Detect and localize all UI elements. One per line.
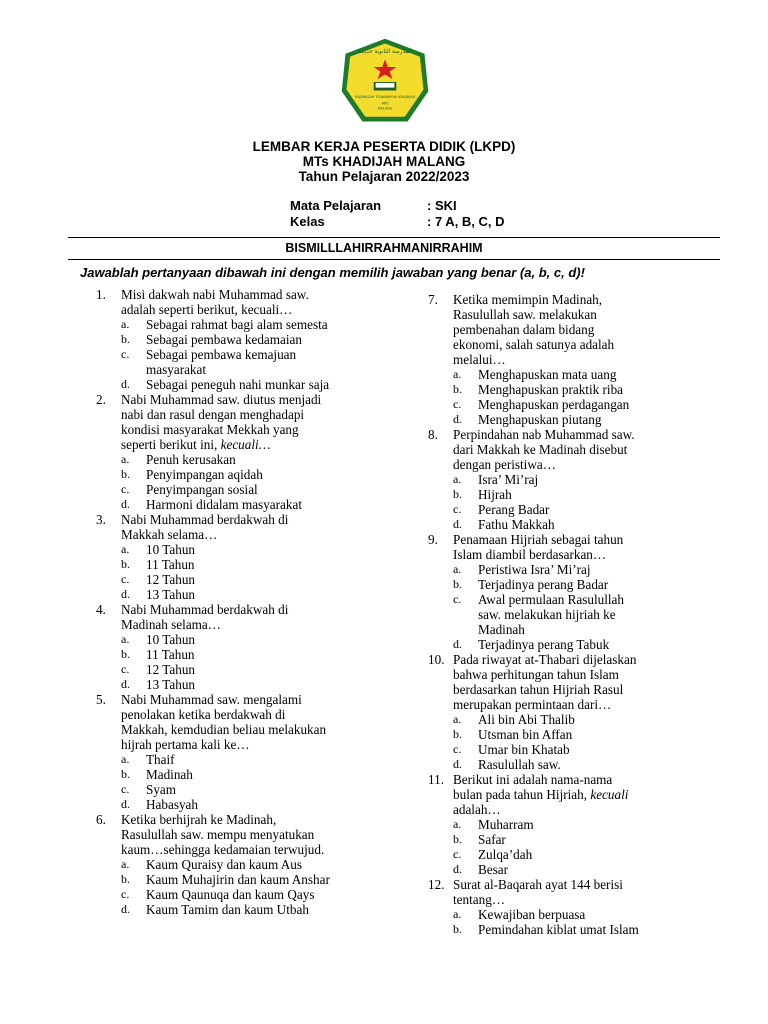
- question-text-line: Pada riwayat at-Thabari dijelaskan: [453, 652, 637, 667]
- question-text-line: Makkah selama…: [121, 527, 218, 542]
- option-text: Hijrah: [478, 487, 512, 502]
- academic-year: Tahun Pelajaran 2022/2023: [298, 169, 470, 184]
- option-letter: b.: [453, 382, 462, 396]
- option-text: Ali bin Abi Thalib: [478, 712, 575, 727]
- option-text: Terjadinya perang Tabuk: [478, 637, 610, 652]
- question-text-plain: seperti berikut ini,: [121, 437, 221, 452]
- option-letter: c.: [453, 592, 462, 606]
- question: [96, 812, 396, 917]
- option-text: 11 Tahun: [146, 647, 195, 662]
- option-letter: d.: [453, 757, 462, 771]
- question-text-line: Islam diambil berdasarkan…: [453, 547, 607, 562]
- option-letter: b.: [121, 557, 130, 571]
- answer-option: [453, 502, 728, 517]
- option-letter: b.: [121, 872, 130, 886]
- question-text-line: Nabi Muhammad berdakwah di: [121, 602, 289, 617]
- option-letter: d.: [453, 637, 462, 651]
- logo-city-text: MALANG: [377, 106, 393, 111]
- option-text: Kaum Qaunuqa dan kaum Qays: [146, 887, 315, 902]
- logo-top-text: المدرسة الثانوية خديجة: [358, 48, 412, 55]
- question-number: 9.: [428, 532, 438, 547]
- option-text: Penuh kerusakan: [146, 452, 236, 467]
- question: [96, 512, 396, 602]
- answer-option: [453, 577, 728, 592]
- answer-option: [453, 412, 728, 427]
- answer-option: [121, 332, 396, 347]
- subject-label: Mata Pelajaran: [290, 198, 382, 213]
- question-text-emphasis: kecuali: [590, 787, 629, 802]
- option-text: Kaum Quraisy dan kaum Aus: [146, 857, 303, 872]
- question-text-line: Makkah, kemdudian beliau melakukan: [121, 722, 327, 737]
- option-text: Penyimpangan aqidah: [146, 467, 263, 482]
- bismillah-heading: BISMILLLAHIRRAHMANIRRAHIM: [285, 241, 483, 255]
- option-text: Utsman bin Affan: [478, 727, 573, 742]
- question-text-line: dari Makkah ke Madinah disebut: [453, 442, 628, 457]
- answer-option: [121, 542, 396, 557]
- question-text-line: Nabi Muhammad saw. mengalami: [121, 692, 302, 707]
- question-text-line: Rasulullah saw. mempu menyatukan: [121, 827, 315, 842]
- option-text: Sebagai peneguh nahi munkar saja: [146, 377, 330, 392]
- option-letter: a.: [121, 542, 130, 556]
- option-text: Kewajiban berpuasa: [478, 907, 586, 922]
- answer-option: [453, 757, 728, 772]
- option-text: Penyimpangan sosial: [146, 482, 258, 497]
- class-label: Kelas: [290, 214, 325, 229]
- answer-option: [121, 902, 396, 917]
- question: [428, 292, 728, 427]
- option-text: Sebagai rahmat bagi alam semesta: [146, 317, 328, 332]
- option-text: Isra’ Mi’raj: [478, 472, 539, 487]
- question-number: 3.: [96, 512, 106, 527]
- answer-option: [453, 487, 728, 502]
- option-letter: c.: [121, 662, 130, 676]
- option-letter: b.: [453, 727, 462, 741]
- answer-option: [453, 922, 728, 937]
- answer-option: [453, 562, 728, 577]
- option-text: 11 Tahun: [146, 557, 195, 572]
- option-letter: b.: [453, 832, 462, 846]
- option-letter: b.: [121, 467, 130, 481]
- option-letter: d.: [121, 677, 130, 691]
- answer-option: [121, 797, 396, 812]
- question-text-line: nabi dan rasul dengan menghadapi: [121, 407, 305, 422]
- question-text-line: tentang…: [453, 892, 506, 907]
- answer-option: [453, 862, 728, 877]
- answer-option: [453, 832, 728, 847]
- question-text-line: kaum…sehingga kedamaian terwujud.: [121, 842, 325, 857]
- instructions: Jawablah pertanyaan dibawah ini dengan memilih jawaban yang benar (a, b, c, d)!: [80, 265, 585, 280]
- question: [96, 692, 396, 812]
- option-letter: d.: [121, 377, 130, 391]
- question-number: 5.: [96, 692, 106, 707]
- class-value: : 7 A, B, C, D: [427, 214, 505, 229]
- option-text: Pemindahan kiblat umat Islam: [478, 922, 639, 937]
- logo-mark-text: MTs: [381, 101, 389, 106]
- divider-bottom: [68, 259, 720, 260]
- option-text: Menghapuskan praktik riba: [478, 382, 624, 397]
- answer-option: [121, 782, 396, 797]
- option-text: Besar: [478, 862, 509, 877]
- option-letter: c.: [121, 887, 130, 901]
- answer-option: [121, 587, 396, 602]
- answer-option: [121, 767, 396, 782]
- doc-title: LEMBAR KERJA PESERTA DIDIK (LKPD): [252, 139, 516, 154]
- answer-option: [121, 482, 396, 497]
- option-letter: d.: [121, 797, 130, 811]
- question-number: 1.: [96, 287, 106, 302]
- option-letter: a.: [453, 907, 462, 921]
- answer-option: [121, 662, 396, 677]
- answer-option: [121, 887, 396, 902]
- question-number: 4.: [96, 602, 106, 617]
- question: [428, 652, 728, 772]
- answer-option: [453, 367, 728, 382]
- option-text: 12 Tahun: [146, 572, 196, 587]
- question-text-line: [453, 787, 728, 802]
- question: [96, 602, 396, 692]
- question-text-line: berdasarkan tahun Hijriah Rasul: [453, 682, 624, 697]
- answer-option: [121, 677, 396, 692]
- answer-option: [453, 742, 728, 757]
- option-text: 13 Tahun: [146, 587, 196, 602]
- answer-option: [121, 872, 396, 887]
- option-text: 12 Tahun: [146, 662, 196, 677]
- question-number: 8.: [428, 427, 438, 442]
- option-text: Sebagai pembawa kemajuan: [146, 347, 297, 362]
- option-letter: a.: [121, 452, 130, 466]
- question-number: 2.: [96, 392, 106, 407]
- answer-option: [121, 557, 396, 572]
- answer-option: [121, 497, 396, 512]
- option-text: Fathu Makkah: [478, 517, 555, 532]
- answer-option: [453, 472, 728, 487]
- school-logo: [338, 35, 432, 129]
- option-text: Menghapuskan mata uang: [478, 367, 617, 382]
- option-text: Menghapuskan piutang: [478, 412, 602, 427]
- option-text: masyarakat: [146, 362, 207, 377]
- question-text-line: Madinah selama…: [121, 617, 221, 632]
- answer-option: [453, 637, 728, 652]
- option-letter: b.: [453, 487, 462, 501]
- option-letter: d.: [121, 587, 130, 601]
- option-text: Kaum Muhajirin dan kaum Anshar: [146, 872, 330, 887]
- option-text: Safar: [478, 832, 506, 847]
- option-text: Perang Badar: [478, 502, 550, 517]
- questions-column-left: [96, 287, 396, 917]
- option-text: Thaif: [146, 752, 175, 767]
- option-letter: a.: [121, 632, 130, 646]
- question-text-line: Perpindahan nab Muhammad saw.: [453, 427, 635, 442]
- option-letter: d.: [121, 902, 130, 916]
- option-letter: c.: [121, 782, 130, 796]
- option-text: Sebagai pembawa kedamaian: [146, 332, 302, 347]
- option-text: Terjadinya perang Badar: [478, 577, 609, 592]
- answer-option: [121, 572, 396, 587]
- question-text-line: Misi dakwah nabi Muhammad saw.: [121, 287, 309, 302]
- question-number: 6.: [96, 812, 106, 827]
- answer-option: [121, 467, 396, 482]
- question-text-line: adalah…: [453, 802, 501, 817]
- option-letter: a.: [121, 752, 130, 766]
- question-number: 11.: [428, 772, 444, 787]
- option-letter: d.: [453, 862, 462, 876]
- option-letter: a.: [453, 367, 462, 381]
- question-text-line: Ketika memimpin Madinah,: [453, 292, 603, 307]
- option-letter: c.: [453, 847, 462, 861]
- option-letter: d.: [121, 497, 130, 511]
- option-text: Menghapuskan perdagangan: [478, 397, 630, 412]
- option-letter: b.: [121, 767, 130, 781]
- answer-option: [121, 647, 396, 662]
- question: [96, 287, 396, 392]
- option-letter: c.: [121, 347, 130, 361]
- option-text: Madinah: [478, 622, 525, 637]
- answer-option: [453, 712, 728, 727]
- answer-option: [121, 317, 396, 332]
- option-text: Syam: [146, 782, 177, 797]
- question-number: 7.: [428, 292, 438, 307]
- answer-option: [453, 517, 728, 532]
- question-text-emphasis: kecuali…: [220, 437, 271, 452]
- option-letter: c.: [121, 572, 130, 586]
- answer-option: [121, 752, 396, 767]
- logo-book-page: [376, 83, 395, 88]
- option-letter: b.: [453, 577, 462, 591]
- question-text-line: hijrah pertama kali ke…: [121, 737, 250, 752]
- answer-option: [121, 452, 396, 467]
- answer-option: [121, 347, 396, 377]
- option-text: 10 Tahun: [146, 542, 196, 557]
- option-letter: a.: [121, 317, 130, 331]
- answer-option: [453, 847, 728, 862]
- question-text-line: Rasulullah saw. melakukan: [453, 307, 597, 322]
- question-text-line: bahwa perhitungan tahun Islam: [453, 667, 619, 682]
- question: [428, 427, 728, 532]
- divider-top: [68, 237, 720, 238]
- option-text: Awal permulaan Rasulullah: [478, 592, 625, 607]
- option-letter: b.: [121, 332, 130, 346]
- subject-value: : SKI: [427, 198, 457, 213]
- answer-option: [121, 632, 396, 647]
- question-text-line: Surat al-Baqarah ayat 144 berisi: [453, 877, 623, 892]
- question-text-line: melalui…: [453, 352, 506, 367]
- option-text: 13 Tahun: [146, 677, 196, 692]
- option-text: Kaum Tamim dan kaum Utbah: [146, 902, 309, 917]
- option-text: Habasyah: [146, 797, 198, 812]
- option-text: Harmoni didalam masyarakat: [146, 497, 302, 512]
- question-text-line: Nabi Muhammad berdakwah di: [121, 512, 289, 527]
- question: [428, 877, 728, 937]
- answer-option: [453, 727, 728, 742]
- answer-option: [453, 817, 728, 832]
- option-letter: c.: [121, 482, 130, 496]
- question-text-plain: bulan pada tahun Hijriah,: [453, 787, 591, 802]
- question-text-line: Ketika berhijrah ke Madinah,: [121, 812, 277, 827]
- question-text-line: Penamaan Hijriah sebagai tahun: [453, 532, 624, 547]
- question-number: 10.: [428, 652, 445, 667]
- option-letter: a.: [453, 562, 462, 576]
- question-number: 12.: [428, 877, 445, 892]
- option-text: Peristiwa Isra’ Mi’raj: [478, 562, 591, 577]
- logo-bottom-text: MADRASAH TSANAWIYAH KHADIJAH: [354, 94, 416, 99]
- option-text: Madinah: [146, 767, 193, 782]
- option-text: Zulqa’dah: [478, 847, 533, 862]
- option-letter: a.: [453, 472, 462, 486]
- question-text-line: [121, 437, 396, 452]
- option-letter: c.: [453, 397, 462, 411]
- option-letter: a.: [453, 817, 462, 831]
- question: [428, 532, 728, 652]
- question-text-line: kondisi masyarakat Mekkah yang: [121, 422, 299, 437]
- question-text-line: penolakan ketika berdakwah di: [121, 707, 286, 722]
- answer-option: [121, 377, 396, 392]
- question: [428, 772, 728, 877]
- option-letter: c.: [453, 502, 462, 516]
- option-letter: c.: [453, 742, 462, 756]
- option-letter: a.: [453, 712, 462, 726]
- option-letter: d.: [453, 412, 462, 426]
- option-text: saw. melakukan hijriah ke: [478, 607, 616, 622]
- answer-option: [453, 907, 728, 922]
- questions-column-right: [428, 292, 728, 937]
- option-letter: d.: [453, 517, 462, 531]
- question-text-line: dengan peristiwa…: [453, 457, 556, 472]
- option-text: Umar bin Khatab: [478, 742, 570, 757]
- option-letter: a.: [121, 857, 130, 871]
- answer-option: [453, 382, 728, 397]
- question-text-line: Berikut ini adalah nama-nama: [453, 772, 613, 787]
- question-text-line: merupakan permintaan dari…: [453, 697, 612, 712]
- question-text-line: adalah seperti berikut, kecuali…: [121, 302, 293, 317]
- question: [96, 392, 396, 512]
- option-text: Muharram: [478, 817, 534, 832]
- question-text-line: Nabi Muhammad saw. diutus menjadi: [121, 392, 322, 407]
- answer-option: [453, 592, 728, 637]
- option-letter: b.: [121, 647, 130, 661]
- answer-option: [121, 857, 396, 872]
- question-text-line: ekonomi, salah satunya adalah: [453, 337, 615, 352]
- answer-option: [453, 397, 728, 412]
- option-text: Rasulullah saw.: [478, 757, 561, 772]
- option-text: 10 Tahun: [146, 632, 196, 647]
- school-name: MTs KHADIJAH MALANG: [302, 154, 466, 169]
- question-text-line: pembenahan dalam bidang: [453, 322, 595, 337]
- option-letter: b.: [453, 922, 462, 936]
